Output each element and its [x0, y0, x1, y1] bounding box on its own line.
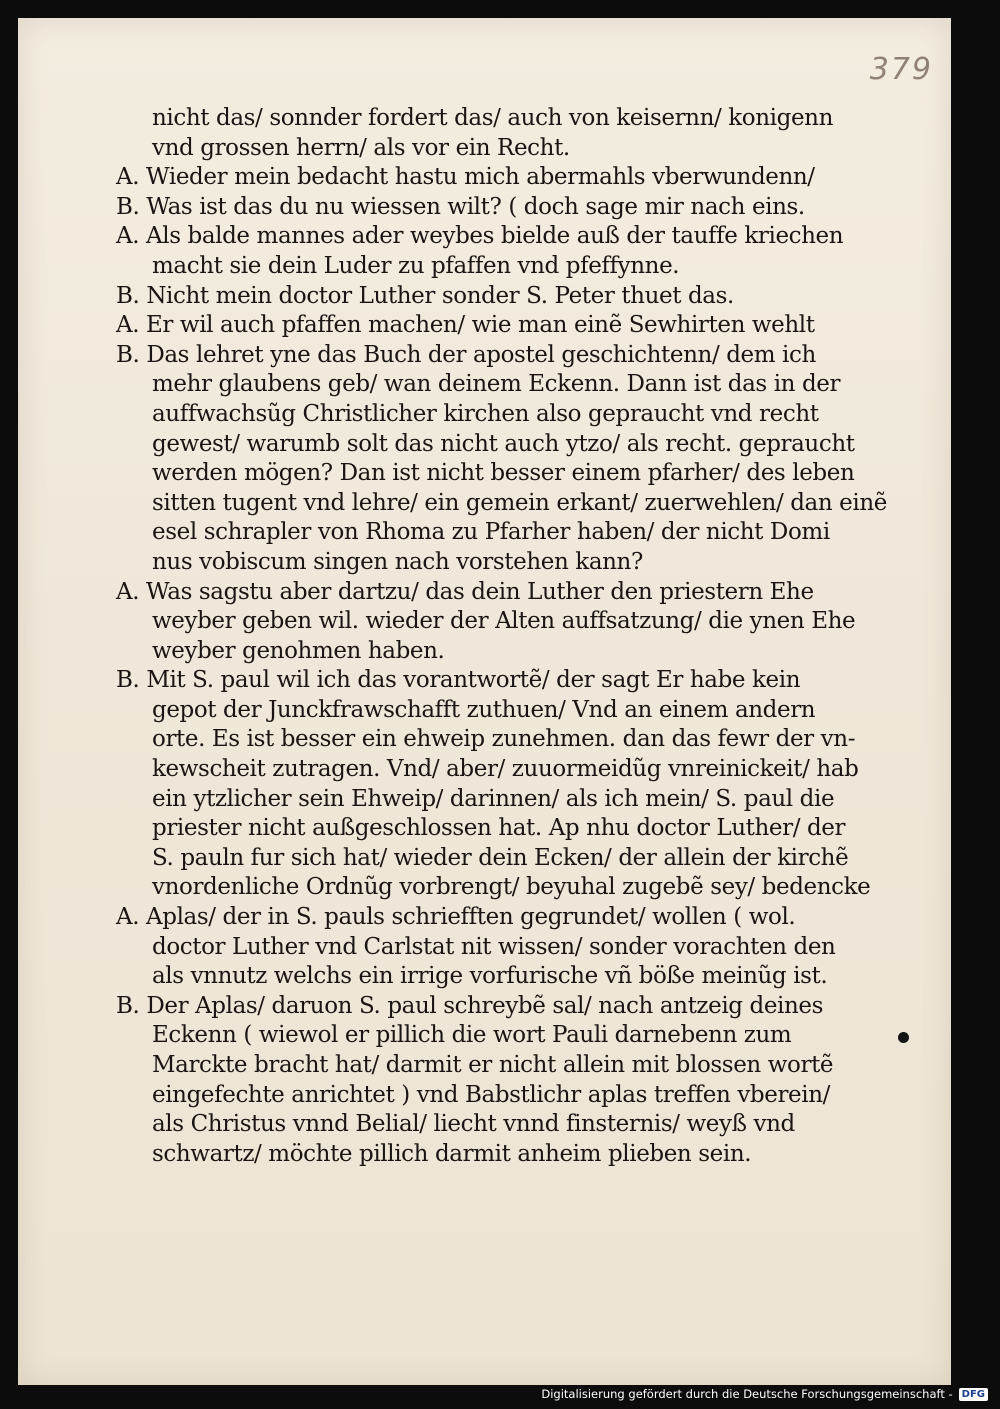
text-line: B. Nicht mein doctor Luther sonder S. Peter thuet das.: [116, 282, 734, 309]
text-line: A. Er wil auch pfaffen machen/ wie man einẽ Sewhirten wehlt: [116, 312, 815, 339]
text-line: orte. Es ist besser ein ehweip zunehmen. dan das fewr der vn-: [152, 726, 856, 753]
text-line: B. Das lehret yne das Buch der apostel geschichtenn/ dem ich: [116, 341, 816, 368]
text-line: auffwachsũg Christlicher kirchen also gepraucht vnd recht: [152, 400, 819, 427]
text-line: nus vobiscum singen nach vorstehen kann?: [152, 548, 643, 575]
text-line: Marckte bracht hat/ darmit er nicht allein mit blossen wortẽ: [152, 1052, 834, 1078]
dfg-logo: DFG: [959, 1388, 988, 1401]
ink-blot: [898, 1032, 909, 1043]
text-line: A. Als balde mannes ader weybes bielde auß der tauffe kriechen: [116, 223, 844, 250]
text-line: priester nicht außgeschlossen hat. Ap nhu doctor Luther/ der: [152, 815, 846, 842]
text-line: vnd grossen herrn/ als vor ein Recht.: [152, 134, 570, 161]
text-line: nicht das/ sonnder fordert das/ auch von keisernn/ konigenn: [152, 105, 833, 131]
text-line: weyber genohmen haben.: [152, 637, 445, 664]
document-page: [18, 18, 951, 1385]
text-line: esel schrapler von Rhoma zu Pfarher haben/ der nicht Domi: [152, 519, 830, 546]
text-line: werden mögen? Dan ist nicht besser einem pfarher/ des leben: [152, 460, 855, 487]
text-line: mehr glaubens geb/ wan deinem Eckenn. Dann ist das in der: [152, 371, 841, 398]
text-line: als vnnutz welchs ein irrige vorfurische vñ böße meinũg ist.: [152, 963, 828, 990]
text-line: A. Was sagstu aber dartzu/ das dein Luther den priestern Ehe: [116, 578, 814, 605]
text-line: S. pauln fur sich hat/ wieder dein Ecken/ der allein der kirchẽ: [152, 844, 849, 871]
digitization-credit: [541, 1385, 988, 1403]
text-line: A. Aplas/ der in S. pauls schriefften gegrundet/ wollen ( wol.: [116, 904, 796, 931]
text-line: doctor Luther vnd Carlstat nit wissen/ sonder vorachten den: [152, 933, 836, 960]
text-line: macht sie dein Luder zu pfaffen vnd pfeffynne.: [152, 252, 680, 279]
text-line: kewscheit zutragen. Vnd/ aber/ zuuormeidũg vnreinickeit/ hab: [152, 756, 859, 783]
text-line: sitten tugent vnd lehre/ ein gemein erkant/ zuerwehlen/ dan einẽ: [152, 489, 887, 516]
page-number: 379: [869, 52, 933, 87]
credit-text: Digitalisierung gefördert durch die Deutsche Forschungsgemeinschaft -: [541, 1387, 953, 1401]
text-line: eingefechte anrichtet ) vnd Babstlichr aplas treffen vberein/: [152, 1081, 830, 1108]
text-line: als Christus vnnd Belial/ liecht vnnd finsternis/ weyß vnd: [152, 1111, 795, 1138]
text-line: weyber geben wil. wieder der Alten auffsatzung/ die ynen Ehe: [152, 608, 856, 635]
text-line: gepot der Junckfrawschafft zuthuen/ Vnd an einem andern: [152, 696, 816, 723]
text-body: [110, 104, 887, 1169]
text-line: ein ytzlicher sein Ehweip/ darinnen/ als ich mein/ S. paul die: [152, 785, 835, 812]
text-line: A. Wieder mein bedacht hastu mich abermahls vberwundenn/: [116, 164, 815, 191]
text-line: vnordenliche Ordnũg vorbrengt/ beyuhal zugebẽ sey/ bedencke: [152, 874, 871, 901]
text-line: Eckenn ( wiewol er pillich die wort Pauli darnebenn zum: [152, 1022, 792, 1049]
text-line: gewest/ warumb solt das nicht auch ytzo/ als recht. gepraucht: [152, 430, 855, 457]
text-line: schwartz/ möchte pillich darmit anheim plieben sein.: [152, 1140, 752, 1167]
text-line: B. Was ist das du nu wiessen wilt? ( doch sage mir nach eins.: [116, 193, 805, 220]
text-line: B. Mit S. paul wil ich das vorantwortẽ/ der sagt Er habe kein: [116, 667, 801, 694]
text-line: B. Der Aplas/ daruon S. paul schreybẽ sal/ nach antzeig deines: [116, 992, 824, 1019]
